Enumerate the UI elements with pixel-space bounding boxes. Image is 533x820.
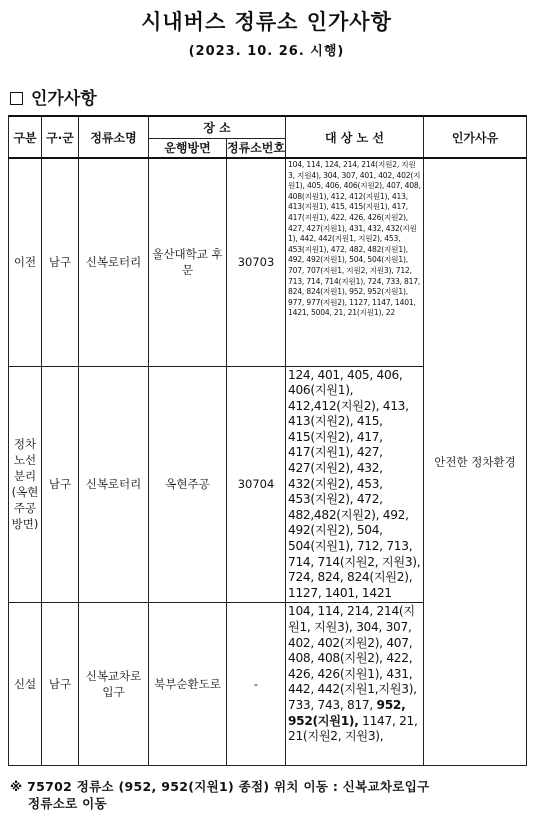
footnote-line: ※ 75702 정류소 (952, 952(지원1) 종점) 위치 이동 : 신복교차로입구 [10,779,430,794]
header-location: 장 소 [149,116,286,138]
header-stop-name: 정류소명 [79,116,149,158]
cell-reason: 안전한 정차환경 [424,158,527,766]
cell-stop-number: - [227,603,286,766]
cell-type: 이전 [9,158,42,366]
cell-district: 남구 [42,366,79,603]
cell-stop-number: 30704 [227,366,286,603]
header-stop-number: 정류소번호 [227,138,286,158]
routes-highlight: 952, 952(지원1), [288,697,406,728]
cell-routes: 104, 114, 124, 214, 214(지원2, 지원3, 지원4), 304, 307, 401, 402, 402(지원1), 405, 406, 406(지원2), 407, 408, 408(지원1), 412, 412(지원1), 413, 413(지원1), 415, 415(지원1), 417, 417(지원1), 422, 426, 426(지원2), 427, 427(지원1), 431, 432, 432(지원1), 442, 442(지원1, 지원2), 453, 453(지원1), 472, 482, 482(지원1), 492, 492(지원1), 504, 504(지원1), 707, 707(지원1, 지원2, 지원3), 712, 713, 714, 714(지원1), 724, 733, 817, 824, 824(지원1), 952, 952(지원1), 977, 977(지원2), 1127, 1147, 1401, 1421, 5004, 21, 21(지원1), 22 [286,158,424,366]
cell-type: 신설 [9,603,42,766]
header-type: 구분 [9,116,42,158]
cell-stop-number: 30703 [227,158,286,366]
header-direction: 운행방면 [149,138,227,158]
cell-direction: 옥현주공 [149,366,227,603]
cell-direction: 울산대학교 후문 [149,158,227,366]
header-routes: 대 상 노 선 [286,116,424,158]
routes-text: 104, 114, 214, 214(지원1, 지원3), 304, 307, 402, 402(지원2), 407, 408, 408(지원2), 422, 426, 426(지원1), 431, 442, 442(지원1,지원3), 733, 743, 817, [288,604,417,712]
section-heading [10,84,97,109]
footnote [10,778,525,812]
section-label: 인가사항 [31,89,97,109]
cell-stop-name: 신복교차로 입구 [79,603,149,766]
cell-district: 남구 [42,603,79,766]
routes-text: 1147, 21, 21(지원2, 지원3), [288,713,418,744]
cell-type: 정차 노선 분리 (옥현 주공 방면) [9,366,42,603]
cell-routes: 124, 401, 405, 406, 406(지원1), 412,412(지원2), 413, 413(지원2), 415, 415(지원2), 417, 417(지원1), 427, 427(지원2), 432, 432(지원2), 453, 453(지원2), 472, 482,482(지원2), 492, 492(지원2), 504, 504(지원1), 712, 713, 714, 714(지원2, 지원3), 724, 824, 824(지원2), 1127, 1401, 1421 [286,366,424,603]
effective-date: (2023. 10. 26. 시행) [188,44,345,59]
cell-direction: 북부순환도로 [149,603,227,766]
cell-routes [286,603,424,766]
document-title: 시내버스 정류소 인가사항 [141,10,392,34]
footnote-line: 정류소로 이동 [28,796,107,811]
cell-stop-name: 신복로터리 [79,366,149,603]
cell-district: 남구 [42,158,79,366]
header-reason: 인가사유 [424,116,527,158]
cell-stop-name: 신복로터리 [79,158,149,366]
checkbox-square-icon [10,92,23,105]
bus-stop-table [8,115,527,766]
header-district: 구·군 [42,116,79,158]
table-row [9,158,527,366]
